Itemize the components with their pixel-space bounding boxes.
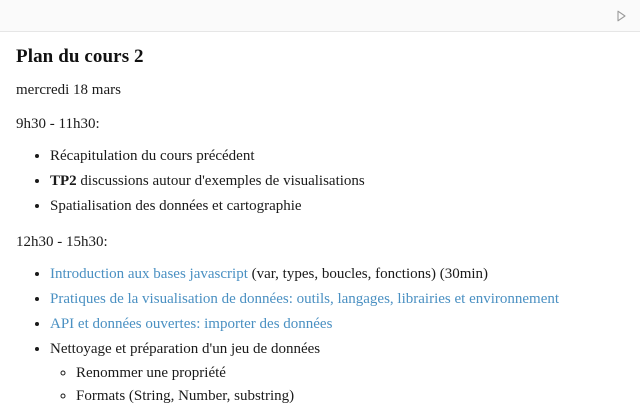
session-2-list <box>16 263 624 408</box>
session-1-list <box>16 145 624 219</box>
sublist-item-label: Formats (String, Number, substring) <box>76 388 294 404</box>
session-2-time: 12h30 - 15h30: <box>16 232 624 252</box>
list-item <box>50 288 624 311</box>
document-date: mercredi 18 mars <box>16 80 624 100</box>
list-item <box>76 362 624 385</box>
list-item <box>50 145 624 168</box>
sublist-item-label: Renommer une propriété <box>76 365 226 381</box>
list-item-link[interactable]: Pratiques de la visualisation de données: outils, langages, librairies et environnement <box>50 291 559 307</box>
toolbar <box>0 0 640 32</box>
list-item-link[interactable]: Introduction aux bases javascript <box>50 266 248 282</box>
list-item-label: (var, types, boucles, fonctions) (30min) <box>248 266 488 282</box>
page-title: Plan du cours 2 <box>16 46 624 68</box>
list-item-label: Récapitulation du cours précédent <box>50 148 255 164</box>
list-item-emphasis: TP2 <box>50 173 77 189</box>
list-item <box>50 195 624 218</box>
list-item-label: Nettoyage et préparation d'un jeu de données <box>50 341 320 357</box>
list-item <box>50 338 624 408</box>
session-2-sublist <box>50 362 624 408</box>
document-body <box>0 32 640 408</box>
list-item <box>50 170 624 193</box>
list-item-label: Spatialisation des données et cartographie <box>50 198 302 214</box>
list-item <box>50 263 624 286</box>
list-item-link[interactable]: API et données ouvertes: importer des données <box>50 316 332 332</box>
list-item <box>50 313 624 336</box>
session-1-time: 9h30 - 11h30: <box>16 114 624 134</box>
list-item <box>76 385 624 408</box>
play-triangle-icon[interactable] <box>614 9 628 23</box>
list-item-label: discussions autour d'exemples de visualisations <box>77 173 365 189</box>
